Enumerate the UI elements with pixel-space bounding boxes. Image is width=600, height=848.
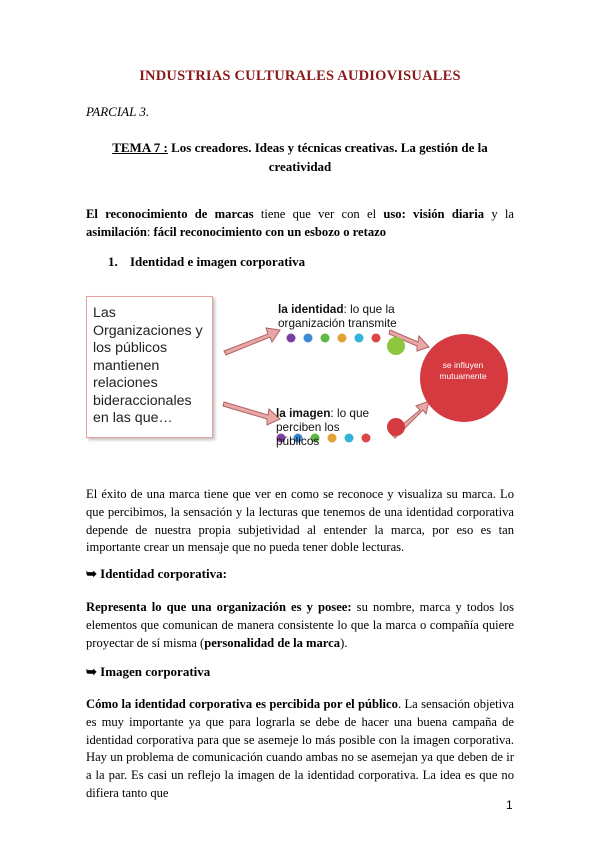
tema-text: Los creadores. Ideas y técnicas creativas. La gestión de la creatividad (167, 140, 488, 174)
identity-dot (304, 334, 313, 343)
image-label (276, 406, 386, 448)
parcial-label: PARCIAL 3. (86, 104, 150, 119)
intro-text-2: y la (484, 207, 515, 221)
image-big-dot (387, 418, 405, 436)
image-label-rest: : lo que perciben los públicos (276, 406, 370, 448)
document-title: INDUSTRIAS CULTURALES AUDIOVISUALES (139, 68, 461, 84)
identidad-paragraph (86, 599, 514, 652)
section-number: 1. (108, 254, 118, 269)
identity-dot (321, 334, 330, 343)
page-number: 1 (506, 798, 513, 812)
identity-label-rest: : lo que la organización transmite (278, 302, 397, 330)
identidad-bold-2: personalidad de la marca (204, 635, 341, 650)
identidad-subheading: ➥ Identidad corporativa: (86, 566, 227, 581)
identidad-bold-1: Representa lo que una organización es y posee: (86, 600, 352, 614)
intro-bold-4: fácil reconocimiento con un esbozo o retazo (153, 224, 387, 239)
identity-dot (355, 334, 364, 343)
identity-big-dot (387, 337, 405, 355)
identidad-text-1: su nombre, marca y todos los elementos que comunican de manera consistente lo que la marca o compañía quiere proyectar de sí misma ( (86, 600, 514, 650)
arrow-to-identity (224, 328, 280, 355)
image-label-bold: la imagen (276, 406, 331, 420)
arrow-to-image (223, 402, 280, 425)
organizations-text: Las Organizaciones y los públicos mantienen relaciones bideraccionales en las que… (93, 305, 203, 426)
imagen-subheading: ➥ Imagen corporativa (86, 664, 211, 679)
intro-paragraph (86, 206, 514, 242)
intro-text-3: : (146, 224, 154, 239)
tema-heading (86, 138, 514, 176)
intro-bold-1: El reconocimiento de marcas (86, 207, 254, 221)
imagen-paragraph (86, 696, 514, 803)
imagen-text-1: . La sensación objetiva es muy importante ya que para lograrla se debe de hacer una buena campaña de identidad corporativa para que se asemeje lo más posible con la imagen corporativa. Hay un problema de comunicación cuando ambas no se asemejan ya que deben de ir a la par. Es casi un reflejo la imagen de la identidad corporativa. La idea es que no difiera tanto que (86, 697, 514, 800)
intro-text-1: tiene que ver con el (253, 207, 384, 221)
intro-bold-3: asimilación (86, 224, 147, 239)
identity-dot (338, 334, 347, 343)
exito-paragraph: El éxito de una marca tiene que ver en como se reconoce y visualiza su marca. Lo que percibimos, la sensación y la lecturas que tenemos de una identidad corporativa depende de nuestra propia subjetividad al entender la marca, por eso es tan importante crear un mensaje que no pueda tener doble lecturas. (86, 487, 514, 555)
intro-bold-2: uso: visión diaria (383, 207, 485, 221)
identity-label (278, 302, 398, 330)
tema-label: TEMA 7 : (112, 140, 168, 155)
identity-label-bold: la identidad (278, 302, 344, 316)
identity-image-diagram (86, 290, 516, 450)
identity-dot (287, 334, 296, 343)
section-heading (108, 254, 305, 270)
imagen-bold-1: Cómo la identidad corporativa es percibida por el público (86, 697, 398, 711)
section-title: Identidad e imagen corporativa (130, 254, 306, 269)
identidad-text-2: ). (340, 635, 348, 650)
identity-dot (372, 334, 381, 343)
circle-label: se influyen mutuamente (439, 360, 487, 381)
